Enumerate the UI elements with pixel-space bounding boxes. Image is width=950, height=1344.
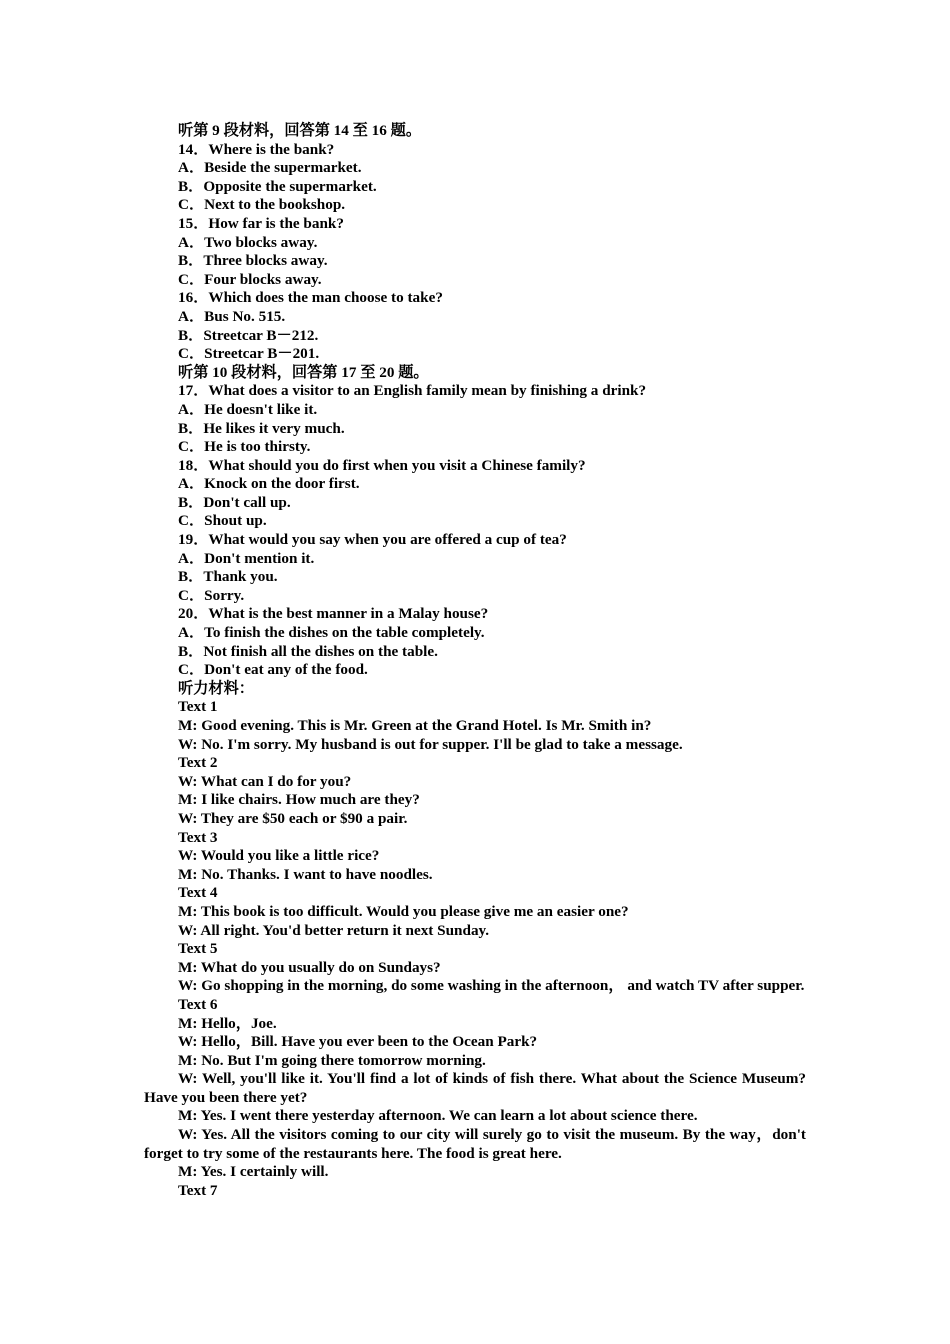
text-line: 15．How far is the bank? — [178, 214, 344, 232]
text-line: 16．Which does the man choose to take? — [178, 289, 443, 307]
text-line: M: Yes. I certainly will. — [178, 1163, 329, 1181]
text-line: Text 2 — [178, 754, 218, 772]
text-line: B．Three blocks away. — [178, 252, 328, 270]
text-line: B．Thank you. — [178, 568, 278, 586]
text-line: A．Two blocks away. — [178, 233, 318, 251]
text-line: M: What do you usually do on Sundays? — [178, 958, 441, 976]
text-line: M: I like chairs. How much are they? — [178, 791, 420, 809]
text-line: Text 4 — [178, 884, 218, 902]
text-line: M: No. But I'm going there tomorrow morning. — [178, 1051, 486, 1069]
text-line: 听力材料： — [178, 679, 254, 697]
text-line: M: Yes. I went there yesterday afternoon. We can learn a lot about science there. — [178, 1107, 698, 1125]
text-line: A．Knock on the door first. — [178, 475, 360, 493]
text-line: M: Hello，Joe. — [178, 1014, 277, 1032]
text-line: Text 6 — [178, 995, 218, 1013]
text-line: A．Don't mention it. — [178, 549, 315, 567]
text-line: 19．What would you say when you are offered a cup of tea? — [178, 531, 567, 549]
text-line: 18．What should you do first when you visit a Chinese family? — [178, 456, 586, 474]
text-line: B．Not finish all the dishes on the table. — [178, 642, 438, 660]
text-line: B．He likes it very much. — [178, 419, 345, 437]
text-line: W: No. I'm sorry. My husband is out for supper. I'll be glad to take a message. — [178, 735, 683, 753]
text-line: W: Go shopping in the morning, do some washing in the afternoon， and watch TV after supper. — [178, 977, 805, 995]
text-line: A．Bus No. 515. — [178, 307, 286, 325]
document-body — [144, 122, 806, 1200]
text-line: C．Shout up. — [178, 512, 267, 530]
text-line: Text 7 — [178, 1181, 218, 1199]
text-line: 17．What does a visitor to an English family mean by finishing a drink? — [178, 382, 647, 400]
text-line: 听第 9 段材料，回答第 14 至 16 题。 — [178, 122, 421, 139]
text-line: C．Next to the bookshop. — [178, 196, 346, 214]
text-line: M: This book is too difficult. Would you please give me an easier one? — [178, 902, 629, 920]
text-line: W: Well, you'll like it. You'll find a lot of kinds of fish there. What about the Science Museum? Have you been there yet? — [144, 1070, 806, 1106]
text-line: C．He is too thirsty. — [178, 438, 311, 456]
text-line: C．Four blocks away. — [178, 270, 322, 288]
text-line: C．Sorry. — [178, 586, 245, 604]
text-line: C．Streetcar B－201. — [178, 345, 320, 363]
text-line: M: No. Thanks. I want to have noodles. — [178, 865, 433, 883]
text-line: 听第 10 段材料，回答第 17 至 20 题。 — [178, 363, 429, 381]
text-line: B．Don't call up. — [178, 493, 291, 511]
text-line: B．Streetcar B－212. — [178, 326, 319, 344]
text-line: W: Would you like a little rice? — [178, 847, 380, 865]
text-line: C．Don't eat any of the food. — [178, 661, 368, 679]
text-line: Text 5 — [178, 940, 218, 958]
text-line: A．He doesn't like it. — [178, 400, 318, 418]
text-line: W: What can I do for you? — [178, 772, 352, 790]
text-line: A．To finish the dishes on the table completely. — [178, 624, 485, 642]
text-line: Text 1 — [178, 698, 218, 716]
text-line: W: Yes. All the visitors coming to our city will surely go to visit the museum. By the way，don't forget to try some of the restaurants here. The food is great here. — [144, 1126, 806, 1162]
text-line: W: Hello，Bill. Have you ever been to the Ocean Park? — [178, 1033, 538, 1051]
text-line: 20．What is the best manner in a Malay house? — [178, 605, 489, 623]
text-line: M: Good evening. This is Mr. Green at the Grand Hotel. Is Mr. Smith in? — [178, 717, 652, 734]
text-line: 14．Where is the bank? — [178, 140, 335, 158]
text-line: Text 3 — [178, 828, 218, 846]
text-line: B．Opposite the supermarket. — [178, 177, 377, 195]
text-line: A．Beside the supermarket. — [178, 159, 362, 177]
text-line: W: They are $50 each or $90 a pair. — [178, 809, 408, 827]
text-line: W: All right. You'd better return it next Sunday. — [178, 921, 490, 939]
